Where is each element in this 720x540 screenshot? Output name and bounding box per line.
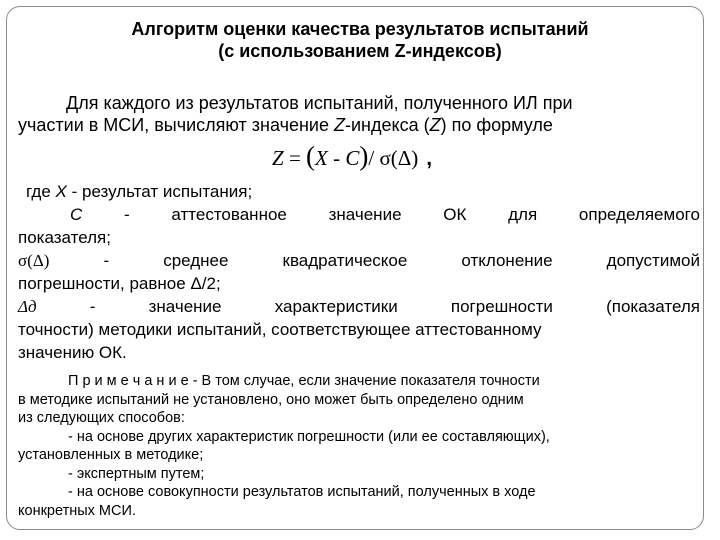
note-line-2: в методике испытаний не установлено, оно может быть определено одним xyxy=(18,391,524,408)
definition-delta-word: характеристики xyxy=(274,297,398,316)
formula-equals: = xyxy=(283,146,307,170)
note-line-8: конкретных МСИ. xyxy=(18,502,136,519)
definition-sigma-word: допустимой xyxy=(606,251,700,270)
note-line-6: - экспертным путем; xyxy=(68,465,205,482)
definition-delta-word: погрешности xyxy=(450,297,553,316)
title-line-2: (с использованием Z-индексов) xyxy=(218,41,502,61)
definition-c-word: C xyxy=(70,205,83,224)
formula-left-paren: ( xyxy=(306,141,316,171)
formula-z: Z xyxy=(272,146,284,170)
intro-text-c: ) по формуле xyxy=(440,115,553,135)
definition-delta-line-2: точности) методики испытаний, соответствующее аттестованному xyxy=(18,320,542,339)
formula-c: C xyxy=(345,146,360,170)
definition-delta-word: Δд xyxy=(18,297,37,316)
definition-sigma-word: среднее xyxy=(163,251,229,270)
formula-minus: - xyxy=(327,146,346,170)
definition-sigma-word: отклонение xyxy=(461,251,553,270)
definition-c-word: определяемого xyxy=(578,205,700,224)
definition-gde: где xyxy=(26,182,56,201)
intro-z-symbol-2: Z xyxy=(429,115,441,135)
formula-divisor: / σ(Δ) xyxy=(368,146,419,170)
z-index-formula xyxy=(272,141,432,172)
note-line-7: - на основе совокупности результатов испытаний, полученных в ходе xyxy=(68,484,536,500)
definition-c-word: аттестованное xyxy=(171,205,287,224)
page-title xyxy=(0,18,720,62)
intro-text-a: участии в МСИ, вычисляют значение xyxy=(18,115,334,135)
title-line-1: Алгоритм оценки качества результатов испытаний xyxy=(131,19,589,39)
note xyxy=(18,372,700,520)
definition-x-symbol: X xyxy=(55,182,67,201)
definition-sigma xyxy=(18,249,700,272)
definition-delta-line-3: значению ОК. xyxy=(18,343,127,362)
intro-z-symbol: Z xyxy=(333,115,345,135)
definition-sigma-word: квадратическое xyxy=(282,251,408,270)
definition-x-text: - результат испытания; xyxy=(66,182,253,201)
definition-sigma-word: σ(Δ) xyxy=(18,251,50,270)
definition-delta-word: - xyxy=(89,297,96,316)
definition-c xyxy=(18,203,700,226)
note-line-4: - на основе других характеристик погрешности (или ее составляющих), xyxy=(68,428,550,445)
definition-c-word: значение xyxy=(328,205,402,224)
definition-delta-word: (показателя xyxy=(606,297,700,316)
definition-sigma-continued: погрешности, равное Δ/2; xyxy=(18,274,221,293)
intro-text-b: -индекса ( xyxy=(344,115,430,135)
formula-comma: , xyxy=(426,147,433,170)
intro-line-1: Для каждого из результатов испытаний, полученного ИЛ при xyxy=(66,93,573,113)
intro-paragraph xyxy=(18,92,700,136)
definition-c-continued: показателя; xyxy=(18,228,111,247)
note-line-1: П р и м е ч а н и е - В том случае, если значение показателя точности xyxy=(68,373,540,389)
definitions xyxy=(18,180,700,364)
formula-x: X xyxy=(315,146,328,170)
definition-c-word: для xyxy=(508,205,538,224)
formula-right-paren: ) xyxy=(359,141,369,171)
definition-delta xyxy=(18,295,700,318)
definition-x xyxy=(18,180,700,203)
intro-line-2 xyxy=(18,115,553,135)
definition-c-word: ОК xyxy=(443,205,467,224)
definition-c-word: - xyxy=(124,205,130,224)
note-line-5: установленных в методике; xyxy=(18,447,204,463)
definition-delta-word: значение xyxy=(148,297,222,316)
definition-sigma-word: - xyxy=(103,251,110,270)
note-line-3: из следующих способов: xyxy=(18,410,185,426)
